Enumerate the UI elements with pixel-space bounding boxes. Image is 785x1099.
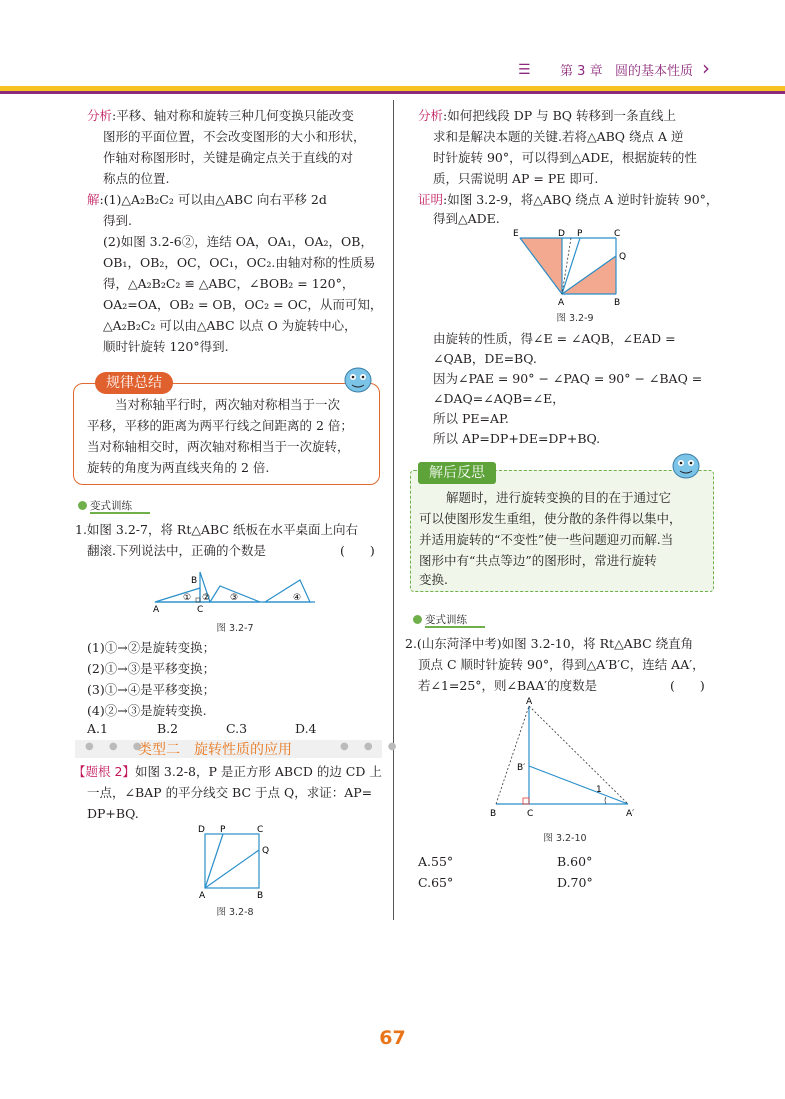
proof2-line-6: 所以 AP=DP+DE=DP+BQ.: [433, 431, 601, 446]
right-analysis-line-2: 求和是解决本题的关键.若将△ABQ 绕点 A 逆: [433, 129, 684, 144]
proof2-line-4: ∠DAQ=∠AQB=∠E，: [433, 391, 565, 406]
variant-underline-right: [425, 626, 485, 628]
variant-tag-left: 变式训练: [90, 500, 132, 512]
ex2-label: 【题根 2】: [73, 764, 135, 779]
fig327-label-A: A: [153, 605, 160, 615]
fig328-label-D: D: [198, 825, 205, 835]
solution-label: 解: [87, 192, 100, 207]
q2-line-3: 若∠1=25°，则∠BAA′的度数是: [418, 678, 598, 693]
fig3210-caption: 图 3.2-10: [543, 833, 587, 844]
fig329-label-B: B: [614, 298, 621, 308]
chapter-name: 圆的基本性质: [614, 64, 693, 79]
fig3210-angle-arc: [605, 797, 606, 804]
q1-item-4: (4)②→③是旋转变换.: [87, 703, 207, 718]
q2-choice-a: A.55°: [418, 854, 454, 869]
q2-choice-d: D.70°: [557, 875, 593, 890]
reflection-tag: 解后反思: [418, 462, 496, 484]
rule-line-4: 旋转的角度为两直线夹角的 2 倍.: [87, 460, 270, 475]
q1-line-2: 翻滚.下列说法中，正确的个数是: [87, 543, 266, 558]
solution-line-1: 解:(1)△A₂B₂C₂ 可以由△ABC 向右平移 2d: [87, 192, 327, 207]
page-number: 67: [379, 1027, 406, 1049]
solution-line-2: 得到.: [103, 213, 132, 228]
q1-line-1: 1.如图 3.2-7，将 Rt△ABC 纸板在水平桌面上向右: [75, 522, 358, 537]
fig327-caption: 图 3.2-7: [216, 623, 254, 634]
fig328-label-Q: Q: [262, 846, 270, 856]
fig3210-line-B2A2: [529, 766, 628, 804]
chevron-right-icon: ›: [702, 56, 710, 80]
fig329-caption: 图 3.2-9: [556, 313, 594, 324]
header-purple-bar: [0, 91, 785, 94]
ex2-line-3: DP+BQ.: [87, 806, 139, 821]
rule-summary-tag: 规律总结: [95, 372, 173, 394]
figure-3-2-9: [510, 226, 640, 310]
reflect-line-2: 可以使图形发生重组，使分散的条件得以集中，: [419, 511, 682, 526]
proof2-line-5: 所以 PE=AP.: [433, 411, 509, 426]
fig3210-label-B2: B′: [517, 763, 526, 773]
q1-answer-paren: ( ): [340, 543, 375, 558]
q1-item-1: (1)①→②是旋转变换；: [87, 640, 216, 655]
fig327-label-C: C: [197, 605, 204, 615]
reflect-line-4: 图形中有“共点等边”的图形时，常进行旋转: [419, 553, 657, 568]
fig328-caption: 图 3.2-8: [216, 907, 254, 918]
right-analysis-line-1: 分析:如何把线段 DP 与 BQ 转移到一条直线上: [418, 108, 676, 123]
fig3210-label-B: B: [490, 809, 497, 819]
proof2-line-1: 由旋转的性质，得∠E = ∠AQB，∠EAD =: [433, 331, 676, 346]
fig328-line-AP: [205, 834, 223, 888]
fig329-label-P: P: [577, 229, 583, 239]
q1-item-2: (2)①→③是平移变换；: [87, 661, 216, 676]
fig328-square: [205, 834, 259, 888]
figure-3-2-7: [150, 566, 320, 616]
fig3210-right-angle: [523, 798, 529, 804]
fig3210-label-A: A: [526, 697, 533, 707]
solution-line-7: △A₂B₂C₂ 可以由△ABC 以点 O 为旋转中心，: [103, 318, 357, 333]
left-analysis-line-2: 图形的平面位置，不会改变图形的大小和形状，: [103, 129, 366, 144]
fig3210-label-1: 1: [596, 785, 602, 795]
type-bar-dots-left: ● ● ●: [85, 741, 148, 752]
fig327-num-3: ③: [230, 593, 239, 603]
fig328-label-B: B: [257, 891, 264, 901]
fig3210-label-C: C: [527, 809, 534, 819]
proof-line-2: 得到△ADE.: [433, 211, 500, 226]
fig329-dashed-line: [562, 238, 571, 294]
rule-line-1: 当对称轴平行时，两次轴对称相当于一次: [115, 397, 341, 412]
q2-line-2: 顶点 C 顺时针旋转 90°，得到△A′B′C，连结 AA′，: [418, 657, 705, 672]
fig3210-dashed-AA2: [529, 706, 628, 804]
q1-choice-b: B.2: [157, 721, 179, 736]
solution-line-3: (2)如图 3.2-6②，连结 OA，OA₁，OA₂，OB，: [103, 234, 373, 249]
fig329-label-E: E: [513, 229, 519, 239]
fig329-label-C: C: [614, 229, 621, 239]
fig3210-dashed-BA: [496, 706, 529, 804]
reflect-line-1: 解题时，进行旋转变换的目的在于通过它: [446, 490, 672, 505]
variant-tag-right: 变式训练: [425, 614, 467, 626]
proof-line-1: 证明:如图 3.2-9，将△ABQ 绕点 A 逆时针旋转 90°，: [418, 192, 719, 207]
left-analysis-line-1: 分析:平移、轴对称和旋转三种几何变换只能改变: [87, 108, 354, 123]
q1-item-3: (3)①→④是平移变换；: [87, 682, 216, 697]
q2-line-1: 2.(山东菏泽中考)如图 3.2-10，将 Rt△ABC 绕直角: [405, 636, 694, 651]
left-analysis-line-3: 作轴对称图形时，关键是确定点关于直线的对: [103, 150, 354, 165]
type-two-title: 类型二 旋转性质的应用: [138, 742, 292, 758]
proof2-line-3: 因为∠PAE = 90° − ∠PAQ = 90° − ∠BAQ =: [433, 371, 703, 386]
fig328-label-A: A: [199, 891, 206, 901]
mascot-icon: [340, 362, 376, 394]
right-analysis-line-3: 时针旋转 90°，可以得到△ADE，根据旋转的性: [433, 150, 697, 165]
rule-line-3: 当对称轴相交时，两次轴对称相当于一次旋转，: [87, 439, 350, 454]
solution-line-8: 顺时针旋转 120°得到.: [103, 339, 229, 354]
column-divider: [393, 100, 394, 920]
fig327-num-2: ②: [202, 593, 211, 603]
fig329-label-Q: Q: [619, 252, 627, 262]
q2-choice-c: C.65°: [418, 875, 454, 890]
reflect-line-5: 变换.: [419, 572, 448, 587]
ex2-line-1: 【题根 2】如图 3.2-8，P 是正方形 ABCD 的边 CD 上: [73, 764, 382, 779]
fig327-num-4: ④: [293, 593, 302, 603]
q2-answer-paren: ( ): [670, 678, 705, 693]
fig329-label-A: A: [558, 298, 565, 308]
analysis-label: 分析: [87, 108, 113, 123]
variant-underline-left: [90, 512, 150, 514]
q1-choice-c: C.3: [226, 721, 248, 736]
proof-label: 证明: [418, 192, 444, 207]
q1-choice-a: A.1: [87, 721, 108, 736]
rule-line-2: 平移，平移的距离为两平行线之间距离的 2 倍；: [87, 418, 353, 433]
fig327-label-B: B: [191, 576, 198, 586]
solution-line-4: OB₁，OB₂，OC，OC₁，OC₂.由轴对称的性质易: [103, 255, 376, 270]
right-analysis-label: 分析: [418, 108, 444, 123]
fig327-triangle-1: [155, 588, 200, 602]
solution-line-6: OA₂=OA，OB₂ = OB，OC₂ = OC，从而可知，: [103, 297, 383, 312]
mascot-icon-right: [668, 448, 704, 480]
proof2-line-2: ∠QAB，DE=BQ.: [433, 351, 537, 366]
chapter-number: 第 3 章: [560, 64, 603, 79]
fig329-label-D: D: [558, 229, 565, 239]
solution-line-5: 得，△A₂B₂C₂ ≌ △ABC，∠BOB₂ = 120°，: [103, 276, 355, 291]
fig328-label-P: P: [220, 825, 226, 835]
type-bar-dots-right: ● ● ●: [340, 741, 403, 752]
q1-choice-d: D.4: [295, 721, 317, 736]
figure-3-2-10: [486, 694, 646, 824]
fig327-num-1: ①: [183, 593, 192, 603]
right-analysis-line-4: 质，只需说明 AP = PE 即可.: [433, 171, 599, 186]
q2-choice-b: B.60°: [557, 854, 593, 869]
left-analysis-line-4: 称点的位置.: [103, 171, 170, 186]
fig327-triangle-4: [265, 580, 310, 602]
fig3210-label-A2: A′: [626, 809, 635, 819]
list-icon: ☰: [518, 62, 531, 78]
reflect-line-3: 并适用旋转的“不变性”使一些问题迎刃而解.当: [419, 532, 674, 547]
chapter-title: [560, 60, 693, 79]
fig328-line-AQ: [205, 850, 259, 888]
ex2-line-2: 一点，∠BAP 的平分线交 BC 于点 Q，求证：AP=: [87, 785, 373, 800]
figure-3-2-8: [195, 822, 275, 902]
fig328-label-C: C: [257, 825, 264, 835]
